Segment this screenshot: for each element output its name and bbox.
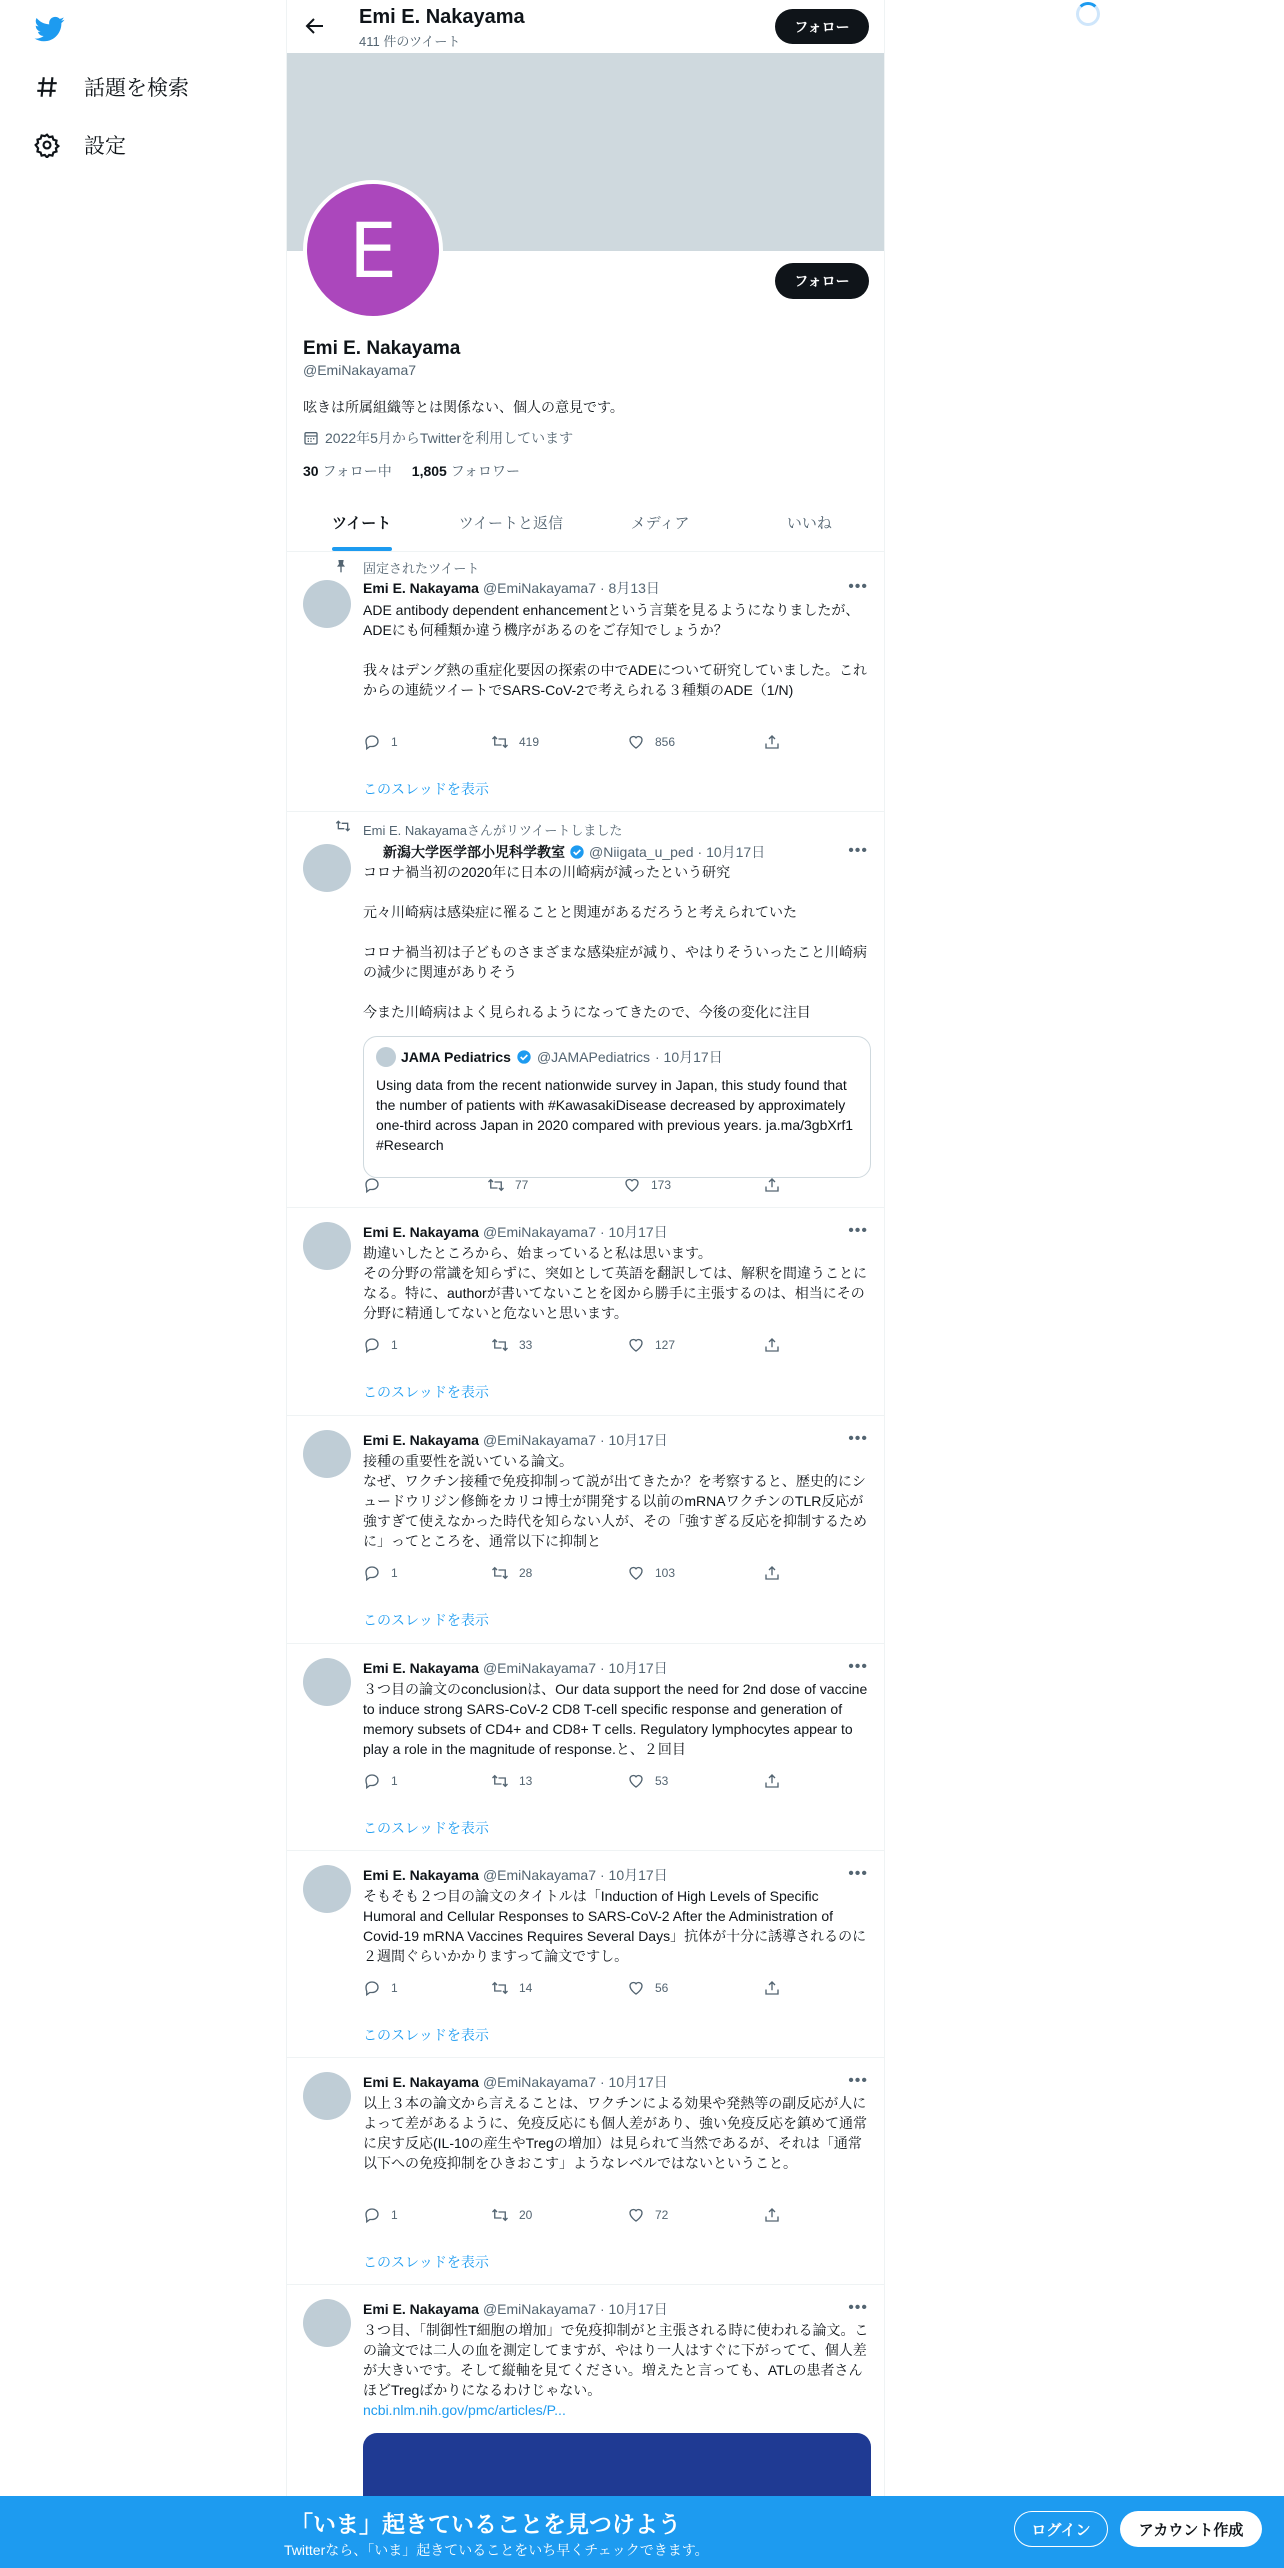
tweet-actions xyxy=(363,1979,803,1999)
share-icon xyxy=(763,1979,781,1997)
retweet-icon xyxy=(487,1176,505,1194)
author-name[interactable]: 新潟大学医学部小児科学教室 xyxy=(383,844,565,860)
tweet-actions xyxy=(363,1772,803,1792)
tweet[interactable] xyxy=(287,1208,884,1416)
tweet-header xyxy=(363,578,660,598)
signup-button[interactable]: アカウント作成 xyxy=(1120,2511,1262,2547)
tweet-date[interactable]: · 10月17日 xyxy=(600,1224,668,1240)
pin-icon xyxy=(333,558,349,574)
retweet-count: 14 xyxy=(519,1981,533,1995)
tweet-header xyxy=(363,1865,668,1885)
author-handle[interactable]: @EmiNakayama7 xyxy=(482,2074,596,2090)
retweet-count: 20 xyxy=(519,2208,533,2222)
share-icon xyxy=(763,1564,781,1582)
retweet-icon xyxy=(491,1979,509,1997)
retweet-count: 33 xyxy=(519,1338,533,1352)
author-handle[interactable]: @EmiNakayama7 xyxy=(482,1867,596,1883)
verified-badge-icon xyxy=(516,1049,532,1065)
followers-count: 1,805 xyxy=(411,463,447,479)
tab-media[interactable]: メディア xyxy=(630,515,690,532)
follow-button[interactable]: フォロー xyxy=(775,263,869,299)
share-icon xyxy=(763,733,781,751)
tweet-text: コロナ禍当初の2020年に日本の川崎病が減ったという研究 元々川崎病は感染症に罹ることと関連があるだろうと考えられていた コロナ禍当初は子どものさまざまな感染症が減り、やはりそういったこと川崎病の減少に関連がありそう 今また川崎病はよく見られるようになってきたので、今後の変化に注目 xyxy=(363,864,867,1020)
heart-icon xyxy=(627,1772,645,1790)
heart-icon xyxy=(623,1176,641,1194)
back-arrow-icon[interactable] xyxy=(303,14,327,38)
nav-settings-label: 設定 xyxy=(84,135,126,158)
tweet-text: 接種の重要性を説いている論文。 なぜ、ワクチン接種で免疫抑制って説が出てきたか？を考察すると、歴史的にシュードウリジン修飾をカリコ博士が開発する以前のmRNAワクチンのTLR反応が強すぎて使えなかった時代を知らない人が、その「強すぎる反応を抑制するために」ってところを、通常以下に抑制と xyxy=(363,1453,867,1549)
profile-topbar xyxy=(287,0,884,52)
tweet-header xyxy=(363,1222,668,1242)
verified-badge-icon xyxy=(569,844,585,860)
tweet-header xyxy=(383,842,765,862)
tweet-header xyxy=(363,1430,668,1450)
topbar-name: Emi E. Nakayama xyxy=(359,6,525,28)
like-button[interactable] xyxy=(627,1564,675,1582)
heart-icon xyxy=(627,1336,645,1354)
like-count: 127 xyxy=(655,1338,676,1352)
retweet-icon xyxy=(491,733,509,751)
quoted-tweet-text: Using data from the recent nationwide survey in Japan, this study found that the number of patients with #KawasakiDisease decreased by approximately one-third across Japan in 2020 compared with previous years. ja.ma/3gbXrf1 #Research xyxy=(376,1077,854,1153)
retweet-count: 28 xyxy=(519,1566,533,1580)
tweet-text: ３つ目の論文のconclusionは、Our data support the need for 2nd dose of vaccine to induce strong SARS-CoV-2 CD8 T-cell specific response and generation of memory subsets of CD4+ and CD8+ T cells. Regulatory lymphocytes appear to play a role in the magnitude of response.と、２回目 xyxy=(363,1681,872,1757)
share-button[interactable] xyxy=(763,1772,781,1790)
tweet-text: 勘違いしたところから、始まっていると私は思います。 その分野の常識を知らずに、突如として英語を翻訳しては、解釈を間違うことになる。特に、authorが書いてないことを図から勝手に主張するのは、相当にその分野に精通してないと危ないと思います。 xyxy=(363,1245,867,1321)
author-handle[interactable]: @EmiNakayama7 xyxy=(482,1660,596,1676)
more-options-icon[interactable]: ••• xyxy=(848,2072,868,2089)
tweet[interactable] xyxy=(287,2058,884,2285)
like-count: 173 xyxy=(651,1178,672,1192)
tweet-date[interactable]: · 10月17日 xyxy=(600,2301,668,2317)
reply-button[interactable] xyxy=(363,1979,398,1997)
avatar[interactable] xyxy=(303,2299,351,2347)
signup-banner-title: 「いま」起きていることを見つけよう xyxy=(290,2511,681,2537)
tweet-actions xyxy=(363,2206,803,2226)
like-button[interactable] xyxy=(627,1772,668,1790)
signup-banner-subtitle: Twitterなら、「いま」起きていることをいち早くチェックできます。 xyxy=(284,2542,709,2558)
like-count: 856 xyxy=(655,735,676,749)
retweet-icon xyxy=(491,1772,509,1790)
share-icon xyxy=(763,2206,781,2224)
retweet-button[interactable] xyxy=(491,1979,532,1997)
show-thread-link[interactable]: このスレッドを表示 xyxy=(363,2027,489,2043)
reply-count: 1 xyxy=(391,735,398,749)
reply-icon xyxy=(363,1336,381,1354)
heart-icon xyxy=(627,733,645,751)
reply-count: 1 xyxy=(391,2208,398,2222)
twitter-bird-icon[interactable] xyxy=(34,14,66,44)
gear-icon xyxy=(34,132,60,158)
tweet[interactable] xyxy=(287,1644,884,1851)
hashtag-icon xyxy=(34,74,60,100)
show-thread-link[interactable]: このスレッドを表示 xyxy=(363,1612,489,1628)
profile-bio: 呟きは所属組織等とは関係ない、個人の意見です。 xyxy=(303,399,624,415)
retweet-icon xyxy=(335,818,351,834)
quoted-tweet-header xyxy=(376,1047,723,1067)
like-count: 103 xyxy=(655,1566,676,1580)
followers-link[interactable] xyxy=(412,461,520,481)
retweet-button[interactable] xyxy=(491,1564,532,1582)
share-button[interactable] xyxy=(763,733,781,751)
retweet-icon xyxy=(491,1564,509,1582)
author-name[interactable]: Emi E. Nakayama xyxy=(363,580,479,596)
heart-icon xyxy=(627,1564,645,1582)
reply-count: 1 xyxy=(391,1981,398,1995)
followers-label: フォロワー xyxy=(450,463,521,479)
more-options-icon[interactable]: ••• xyxy=(848,1222,868,1239)
tweet-text: ADE antibody dependent enhancementという言葉を見るようになりましたが、ADEにも何種類か違う機序があるのをご存知でしょうか？ 我々はデング熱の重症化要因の探索の中でADEについて研究していました。これからの連続ツイートでSARS-CoV-2で考えられる３種類のADE（1/N) xyxy=(363,602,867,698)
author-handle[interactable]: @EmiNakayama7 xyxy=(482,580,596,596)
retweet-count: 77 xyxy=(515,1178,529,1192)
tweet-text-body: ３つ目、「制御性T細胞の増加」で免疫抑制がと主張される時に使われる論文。この論文では二人の血を測定してますが、やはり一人はすぐに下がってて、個人差が大きいです。そして縦軸を見てください。増えたと言っても、ATLの患者さんほどTregばかりになるわけじゃない。 xyxy=(363,2322,869,2398)
reply-button[interactable] xyxy=(363,733,398,751)
tweet-text xyxy=(363,2320,873,2420)
main-column xyxy=(286,0,885,2568)
tweet-actions xyxy=(363,733,803,753)
tweet-date[interactable]: · 10月17日 xyxy=(697,844,766,860)
profile-joined-text: 2022年5月からTwitterを利用しています xyxy=(325,430,574,446)
more-options-icon[interactable]: ••• xyxy=(848,2299,868,2316)
more-options-icon[interactable]: ••• xyxy=(848,1658,868,1675)
retweet-button[interactable] xyxy=(491,1336,532,1354)
quoted-tweet[interactable] xyxy=(363,1036,871,1178)
tweet-retweet[interactable] xyxy=(287,812,884,1208)
share-icon xyxy=(763,1176,781,1194)
tweet-date[interactable]: · 10月17日 xyxy=(600,1867,668,1883)
reply-icon xyxy=(363,1176,381,1194)
nav-explore-label: 話題を検索 xyxy=(84,77,189,100)
avatar[interactable] xyxy=(303,580,351,628)
tweet-actions xyxy=(363,1176,803,1196)
more-options-icon[interactable]: ••• xyxy=(848,1865,868,1882)
reply-icon xyxy=(363,733,381,751)
profile-handle: @EmiNakayama7 xyxy=(303,362,417,378)
show-thread-link[interactable]: このスレッドを表示 xyxy=(363,781,489,797)
like-count: 53 xyxy=(655,1774,669,1788)
author-handle[interactable]: @EmiNakayama7 xyxy=(482,1432,596,1448)
tweet[interactable] xyxy=(287,1416,884,1644)
share-button[interactable] xyxy=(763,1336,781,1354)
tab-likes[interactable]: いいね xyxy=(786,515,832,532)
reply-button[interactable] xyxy=(363,1772,398,1790)
profile-avatar[interactable]: E xyxy=(303,180,443,320)
tweet-text: そもそも２つ目の論文のタイトルは「Induction of High Levels of Specific Humoral and Cellular Responses to SARS-CoV-2 After the Administration of Covid-19 mRNA Vaccines Requires Several Days」抗体が十分に誘導されるのに２週間ぐらいかかりますって論文ですし。 xyxy=(363,1888,867,1964)
tweet-count: 411 件のツイート xyxy=(359,34,461,49)
follow-button-top[interactable]: フォロー xyxy=(775,9,869,44)
retweet-icon xyxy=(491,2206,509,2224)
share-icon xyxy=(763,1336,781,1354)
retweet-button[interactable] xyxy=(491,733,539,751)
avatar[interactable] xyxy=(303,1430,351,1478)
show-thread-link[interactable]: このスレッドを表示 xyxy=(363,2254,489,2270)
more-options-icon[interactable]: ••• xyxy=(848,842,868,859)
reply-button[interactable] xyxy=(363,1176,391,1194)
retweet-button[interactable] xyxy=(491,2206,532,2224)
retweet-count: 13 xyxy=(519,1774,533,1788)
following-label: フォロー中 xyxy=(322,463,392,479)
quoted-avatar xyxy=(376,1047,396,1067)
more-options-icon[interactable]: ••• xyxy=(848,1430,868,1447)
like-button[interactable] xyxy=(627,733,675,751)
heart-icon xyxy=(627,1979,645,1997)
share-button[interactable] xyxy=(763,1176,781,1194)
reply-count: 1 xyxy=(391,1566,398,1580)
retweet-button[interactable] xyxy=(491,1772,532,1790)
author-name[interactable]: Emi E. Nakayama xyxy=(363,2074,479,2090)
author-name[interactable]: Emi E. Nakayama xyxy=(363,1432,479,1448)
more-options-icon[interactable]: ••• xyxy=(848,578,868,595)
tweet-actions xyxy=(363,1336,803,1356)
like-button[interactable] xyxy=(627,1336,675,1354)
retweet-count: 419 xyxy=(519,735,540,749)
reply-button[interactable] xyxy=(363,1336,398,1354)
nav-explore[interactable] xyxy=(34,72,189,102)
following-link[interactable] xyxy=(303,461,392,481)
author-name[interactable]: Emi E. Nakayama xyxy=(363,1660,479,1676)
following-count: 30 xyxy=(303,463,319,479)
calendar-icon xyxy=(303,430,319,446)
avatar[interactable] xyxy=(303,1865,351,1913)
tweet-pinned[interactable] xyxy=(287,553,884,812)
author-name[interactable]: Emi E. Nakayama xyxy=(363,2301,479,2317)
reply-count: 1 xyxy=(391,1774,398,1788)
like-button[interactable] xyxy=(627,2206,668,2224)
retweet-button[interactable] xyxy=(487,1176,528,1194)
share-button[interactable] xyxy=(763,1564,781,1582)
reply-button[interactable] xyxy=(363,2206,398,2224)
heart-icon xyxy=(627,2206,645,2224)
profile-tabs xyxy=(287,500,884,552)
profile-name: Emi E. Nakayama xyxy=(303,338,461,359)
tweet[interactable] xyxy=(287,1851,884,2058)
share-button[interactable] xyxy=(763,1979,781,1997)
profile-joined xyxy=(303,428,573,448)
author-handle[interactable]: @EmiNakayama7 xyxy=(482,2301,596,2317)
reply-count: 1 xyxy=(391,1338,398,1352)
tweet-header xyxy=(363,2299,668,2319)
like-count: 56 xyxy=(655,1981,669,1995)
avatar[interactable] xyxy=(303,844,351,892)
author-handle[interactable]: @Niigata_u_ped xyxy=(589,844,694,860)
reply-button[interactable] xyxy=(363,1564,398,1582)
login-button[interactable]: ログイン xyxy=(1014,2511,1108,2547)
author-name[interactable]: Emi E. Nakayama xyxy=(363,1867,479,1883)
reply-icon xyxy=(363,1564,381,1582)
retweet-icon xyxy=(491,1336,509,1354)
reply-icon xyxy=(363,1979,381,1997)
tweet-date[interactable]: · 10月17日 xyxy=(600,1660,668,1676)
share-icon xyxy=(763,1772,781,1790)
avatar[interactable] xyxy=(303,1658,351,1706)
tweet-header xyxy=(363,2072,668,2092)
author-name[interactable]: Emi E. Nakayama xyxy=(363,1224,479,1240)
quoted-author-handle: @JAMAPediatrics xyxy=(536,1049,650,1065)
tweet-date[interactable]: · 10月17日 xyxy=(600,1432,668,1448)
tweet-link[interactable]: ncbi.nlm.nih.gov/pmc/articles/P... xyxy=(363,2402,566,2418)
retweeted-by-label[interactable]: Emi E. Nakayamaさんがリツイートしました xyxy=(363,823,623,838)
loading-spinner-icon xyxy=(1076,2,1100,26)
profile-follow-stats xyxy=(303,461,520,481)
like-button[interactable] xyxy=(627,1979,668,1997)
quoted-author-name: JAMA Pediatrics xyxy=(401,1049,511,1065)
reply-icon xyxy=(363,1772,381,1790)
quoted-tweet-date: · 10月17日 xyxy=(655,1049,723,1065)
avatar[interactable] xyxy=(303,1222,351,1270)
tab-tweets[interactable]: ツイート xyxy=(287,500,436,551)
tweet-text: 以上３本の論文から言えることは、ワクチンによる効果や発熱等の副反応が人によって差があるように、免疫反応にも個人差があり、強い免疫反応を鎮めて通常に戻す反応(IL-10の産生やTregの増加）は見られて当然であるが、それは「通常以下への免疫抑制をひきおこす」ようなレベルではないということ。 xyxy=(363,2095,867,2171)
tweet-actions xyxy=(363,1564,803,1584)
like-count: 72 xyxy=(655,2208,669,2222)
like-button[interactable] xyxy=(623,1176,671,1194)
signup-banner xyxy=(0,2496,1284,2568)
show-thread-link[interactable]: このスレッドを表示 xyxy=(363,1820,489,1836)
reply-icon xyxy=(363,2206,381,2224)
avatar[interactable] xyxy=(303,2072,351,2120)
show-thread-link[interactable]: このスレッドを表示 xyxy=(363,1384,489,1400)
tweet-date[interactable]: · 10月17日 xyxy=(600,2074,668,2090)
tweet-header xyxy=(363,1658,668,1678)
share-button[interactable] xyxy=(763,2206,781,2224)
pinned-label: 固定されたツイート xyxy=(363,561,480,576)
tweet-date[interactable]: · 8月13日 xyxy=(600,580,660,596)
nav-settings[interactable] xyxy=(34,130,126,160)
author-handle[interactable]: @EmiNakayama7 xyxy=(482,1224,596,1240)
tab-tweets-and-replies[interactable]: ツイートと返信 xyxy=(458,515,563,532)
